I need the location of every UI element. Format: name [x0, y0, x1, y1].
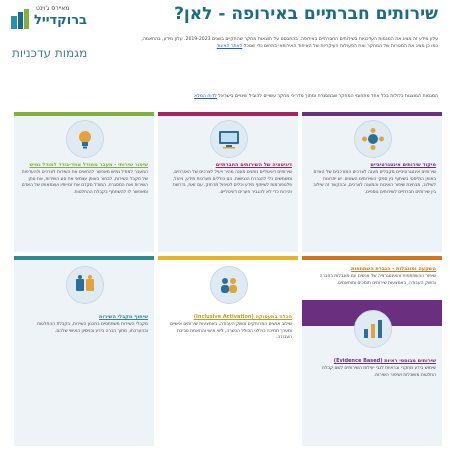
trend-cell-disability [302, 256, 442, 296]
intro-text: עלון מידע זה מציג את המגמות העדכניות בשירותים החברתיים באירופה, בהתבסס על תוצאות מחקר שהתקיים בשנים 2019-2023. עלון מידע, בהתאמה, כמו כן מציג את המטרות של המחקר ואת הפעולות העיקריות של האיחוד האירופאי בתחום כדי שנוכל [141, 37, 438, 49]
cell-title: מיקוד שירותים אינטגרטיביים [370, 162, 436, 168]
trend-cell-digital [158, 112, 298, 252]
cell-title: הכלה בתעסוקה (Inclusive Activation) [193, 314, 292, 320]
cell-band [158, 256, 298, 260]
cell-text: שירותים אינטגרטיביים מקבלים מענה לצרכים המורכבים של האדם באופן הוליסטי בשיתוף בין ספקי השירותים השונים. יש יתרונות לשילוב, מבחינת שיפור האיכות והמענה לצרכים, ובהקשר זה שילוב בין שירותים חברתיים לשירותים נוספים. [313, 170, 436, 195]
logo-line-2: ברוקדייל [34, 13, 87, 28]
cell-text: מקבלי השירות משתתפים בתכנון השירות, בקבלת ההחלטות ובהערכתו, מתוך הכרה בידע ובניסיון האישי שלהם. [37, 322, 148, 334]
cell-title: שיתוף מקבלי השירות [99, 314, 148, 320]
cell-text: שימוש בידע מחקרי ובראיות לגבי יעילות השירותים לשם קבלת החלטות מושכלות ושיפור השירות. [322, 366, 436, 378]
brookdale-logo [6, 4, 87, 38]
cell-title: שיפור שירותי - מעבר ממודל אחד-בודד למודל גמיש [29, 162, 148, 168]
trend-cell-flexible-model [14, 112, 154, 252]
trend-cell-service-users [14, 256, 154, 446]
people-icon [210, 266, 248, 304]
trend-cell-integrated [302, 112, 442, 252]
cell-band [302, 256, 442, 260]
logo-line-1: מאיירס ג'וינט [36, 5, 70, 12]
cell-text: שילוב אנשים המרוחקים משוק העבודה, באמצעות שירותים אישיים ומערך תמיכה כוללני הכולל הכשרה, ליווי אישי והתאמת סביבת העבודה. [170, 322, 292, 341]
cell-title: דיגיטציה של השירותים החברתיים [215, 162, 292, 168]
group-icon [66, 266, 104, 304]
cell-band [158, 112, 298, 116]
cell-text: שירותים דיגיטליים נותנים מענה מהיר ויעיל לצרכים של האזרחים, ומשמשים כלי להגברת הנגישות. הם כוללים מערכות מידע, ניהול, פלטפורמות לשיתוף מידע וכלים לטיפול מרחוק. עם זאת, נדרשת זהירות כדי לא להגביר פערים דיגיטליים. [172, 170, 292, 195]
intro-paragraph [138, 36, 438, 50]
cell-title: שירותים מבוססי ראיות (Evidence Based) [333, 358, 436, 364]
computer-icon [210, 120, 248, 158]
page-subtitle: מגמות עדכניות [12, 46, 88, 60]
trend-cell-inclusive-activation [158, 256, 298, 446]
page-title: שירותים חברתיים באירופה - לאן? [174, 4, 438, 24]
trend-cell-evidence-based [302, 300, 442, 446]
chart-icon [354, 310, 392, 348]
lightbulb-icon [66, 120, 104, 158]
cell-band [14, 112, 154, 116]
intro2-text: המגמות המוצגות כלולות בכל אחד מתחומי המחקר שבמסגרת ומתוך מדריכי מחקר עשויים להוביל שינויים בישראל [218, 94, 438, 99]
intro-paragraph-2 [18, 93, 438, 100]
cell-band [302, 112, 442, 116]
brookdale-logo-icon [10, 8, 30, 30]
integration-icon [354, 120, 392, 158]
full-report-link[interactable]: לדוח המלא [194, 94, 217, 99]
cell-band [14, 256, 154, 260]
intro-link[interactable]: לאתר האיגוד [216, 44, 243, 49]
cell-text: המעבר למודל גמיש מאפשר להתאים את השירות לצרכים ולהעדפות של מקבל השירות, לבחור באופן עצמאי את סוג השירות, את נותן השירות ואת המסגרת. המודל מקדם את זכויותיו ועצמאותו של האדם ומאפשר לו להשתתף בקבלת ההחלטות. [21, 170, 148, 195]
cell-title: השקעה ומוגבלות - הגברת השתתפות [351, 266, 436, 272]
cell-text: שיפור ההשתתפות והאינטגרציה של אנשים עם מוגבלות בחברה ובשוק העבודה, באמצעות שירותים תומכים ומותאמים. [319, 274, 436, 286]
